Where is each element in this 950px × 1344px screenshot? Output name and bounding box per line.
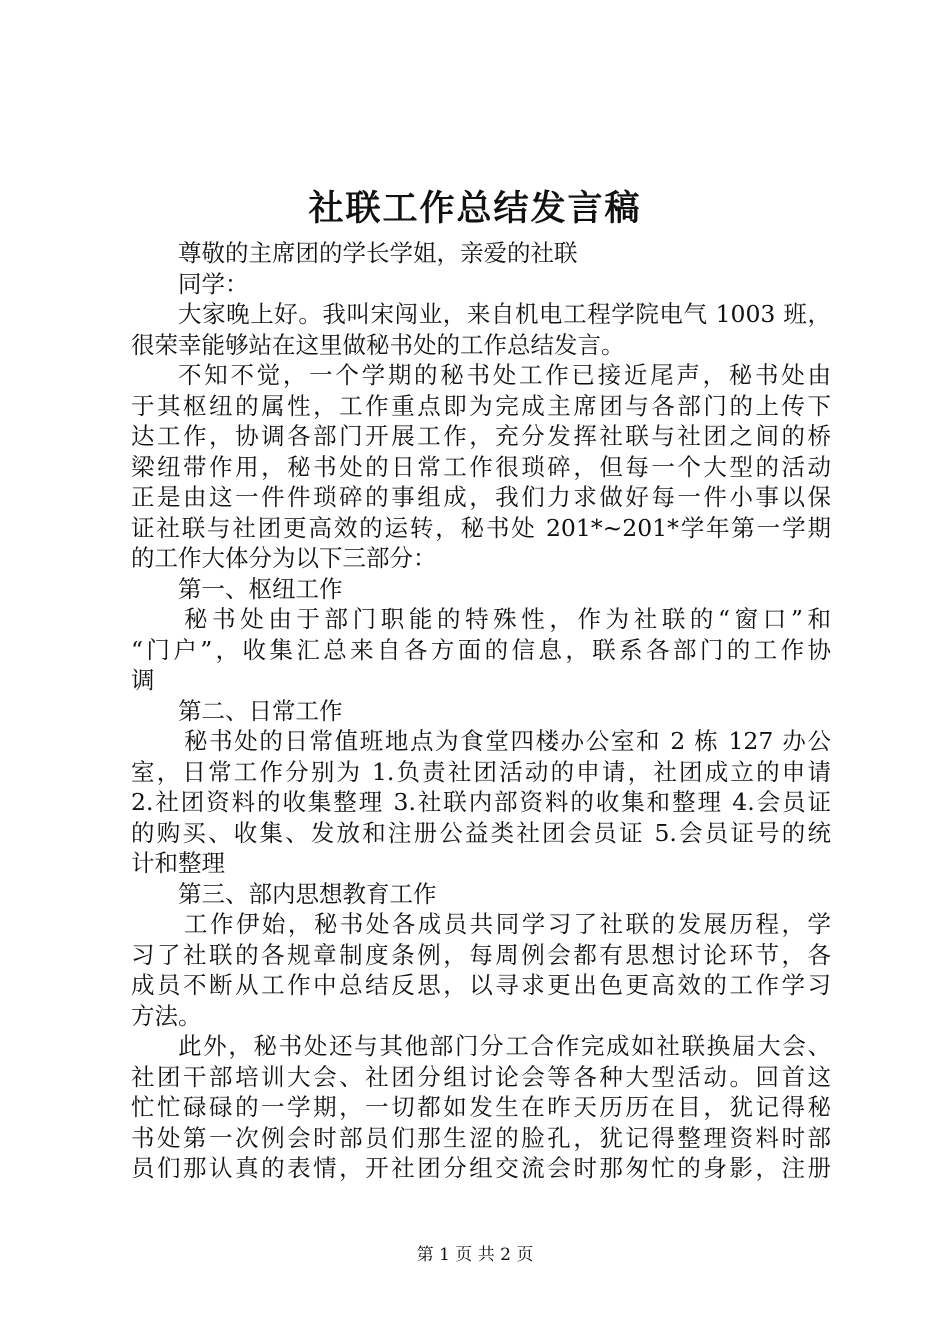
paragraph-line: 大家晚上好。我叫宋闯业，来自机电工程学院电气 1003 班， — [178, 300, 831, 328]
paragraph-line: 方法。 — [131, 1001, 202, 1030]
paragraph-line: 秘书处由于部门职能的特殊性，作为社联的“窗口”和 — [184, 605, 831, 633]
paragraph-line: 达工作，协调各部门开展工作，充分发挥社联与社团之间的桥 — [131, 422, 831, 450]
paragraph-line: 的工作大体分为以下三部分： — [131, 544, 437, 572]
paragraph-line: 于其枢纽的属性，工作重点即为完成主席团与各部门的上传下 — [131, 391, 831, 420]
paragraph-line: 的购买、收集、发放和注册公益类社团会员证 5.会员证号的统 — [131, 818, 831, 847]
page-number-footer: 第 1 页 共 2 页 — [416, 1245, 534, 1265]
paragraph-line: 忙忙碌碌的一学期，一切都如发生在昨天历历在目，犹记得秘 — [131, 1093, 831, 1121]
paragraph-line: 很荣幸能够站在这里做秘书处的工作总结发言。 — [131, 330, 625, 359]
section-heading: 第二、日常工作 — [178, 696, 343, 725]
paragraph-line: 社团干部培训大会、社团分组讨论会等各种大型活动。回首这 — [131, 1062, 831, 1091]
paragraph-line: 秘书处的日常值班地点为食堂四楼办公室和 2 栋 127 办公 — [184, 727, 831, 755]
paragraph-line: 正是由这一件件琐碎的事组成，我们力求做好每一件小事以保 — [131, 483, 831, 511]
paragraph-line: 2.社团资料的收集整理 3.社联内部资料的收集和整理 4.会员证 — [131, 788, 831, 816]
paragraph-line: 工作伊始，秘书处各成员共同学习了社联的发展历程，学 — [184, 910, 831, 938]
document-title: 社联工作总结发言稿 — [308, 188, 642, 229]
paragraph-line: 员们那认真的表情，开社团分组交流会时那匆忙的身影，注册 — [131, 1154, 831, 1182]
paragraph-line: 计和整理 — [131, 849, 225, 877]
document-body — [131, 238, 831, 1184]
paragraph-line: 成员不断从工作中总结反思，以寻求更出色更高效的工作学习 — [131, 971, 831, 999]
paragraph-line: 此外，秘书处还与其他部门分工合作完成如社联换届大会、 — [178, 1032, 831, 1060]
paragraph-line: 室，日常工作分别为 1.负责社团活动的申请，社团成立的申请 — [131, 757, 831, 786]
paragraph-line: “门户”，收集汇总来自各方面的信息，联系各部门的工作协 — [131, 635, 831, 664]
salutation-line-2: 同学： — [178, 269, 249, 298]
paragraph-line: 不知不觉，一个学期的秘书处工作已接近尾声，秘书处由 — [178, 361, 831, 389]
paragraph-line: 习了社联的各规章制度条例，每周例会都有思想讨论环节，各 — [131, 940, 831, 969]
paragraph-line: 调 — [131, 666, 155, 694]
section-heading: 第一、枢纽工作 — [178, 574, 343, 603]
salutation-line-1: 尊敬的主席团的学长学姐，亲爱的社联 — [178, 239, 578, 267]
section-heading: 第三、部内思想教育工作 — [178, 879, 437, 908]
paragraph-line: 证社联与社团更高效的运转，秘书处 201*~201*学年第一学期 — [131, 513, 831, 542]
paragraph-line: 书处第一次例会时部员们那生涩的脸孔，犹记得整理资料时部 — [131, 1123, 831, 1152]
paragraph-line: 梁纽带作用，秘书处的日常工作很琐碎，但每一个大型的活动 — [131, 452, 831, 481]
